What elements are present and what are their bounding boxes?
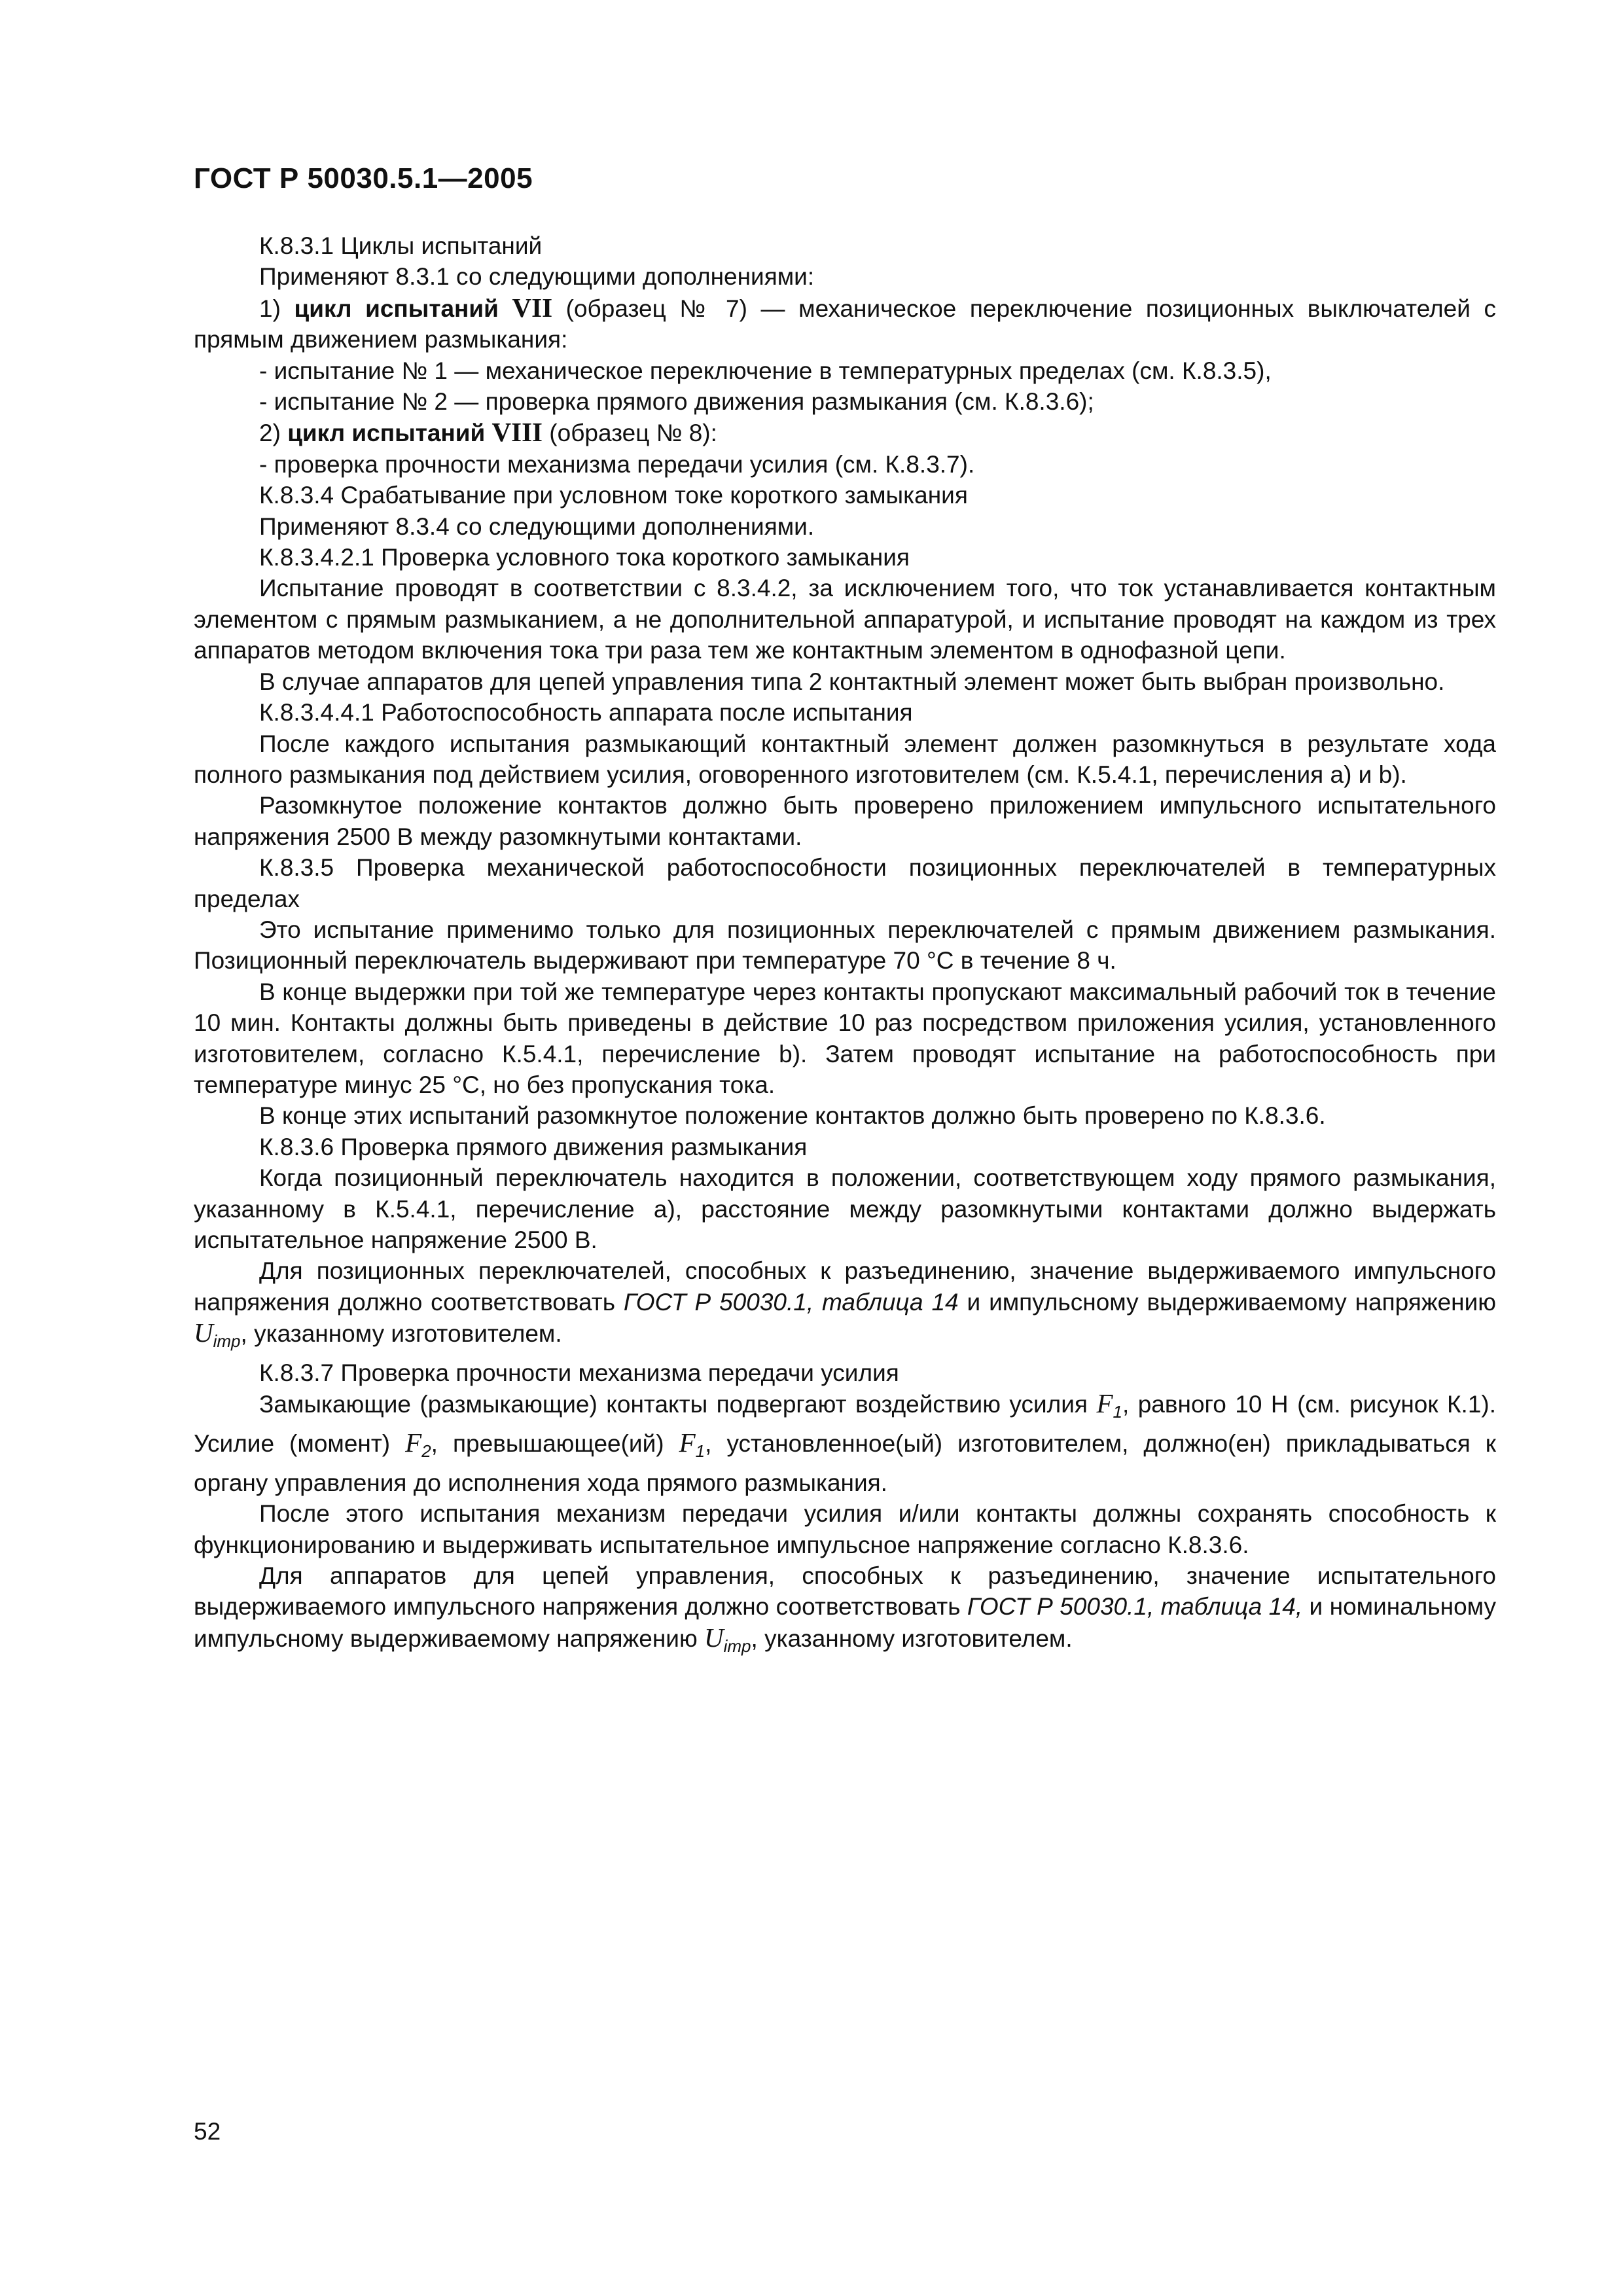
paragraph: После каждого испытания размыкающий контактный элемент должен разомкнуться в результате хода полного размыкания под действием усилия, оговоренного изготовителем (см. К.5.4.1, перечисления а) и b). <box>194 730 1496 788</box>
list-item <box>194 417 1496 448</box>
paragraph: Применяют 8.3.1 со следующими дополнениями: <box>259 263 815 291</box>
clause-heading: К.8.3.4.4.1 Работоспособность аппарата после испытания <box>259 699 913 726</box>
text-run: , превышающее(ий) <box>431 1430 679 1458</box>
paragraph: Когда позиционный переключатель находится в положении, соответствующем ходу прямого размыкания, указанному в К.5.4.1, перечисление а), расстояние между разомкнутыми контактами должно выдержать испытательное напряжение 2500 В. <box>194 1164 1496 1253</box>
paragraph <box>194 1560 1496 1662</box>
bold-term: цикл испытаний <box>287 420 492 447</box>
paragraph: Разомкнутое положение контактов должно быть проверено приложением импульсного испытательного напряжения 2500 В между разомкнутыми контактами. <box>194 792 1496 850</box>
paragraph: В случае аппаратов для цепей управления типа 2 контактный элемент может быть выбран произвольно. <box>259 668 1445 695</box>
text-run: Замыкающие (размыкающие) контакты подвергают воздействию усилия <box>259 1391 1097 1418</box>
paragraph: Применяют 8.3.4 со следующими дополнениями. <box>259 512 815 540</box>
text-run: и номинальному импульсному выдерживаемому напряжению <box>194 1593 1497 1652</box>
symbol-subscript: 2 <box>421 1441 431 1462</box>
paragraph: Испытание проводят в соответствии с 8.3.4.2, за исключением того, что ток устанавливается контактным элементом с прямым размыканием, а не дополнительной аппаратурой, и испытание проводят на каждом из трех аппаратов методом включения тока три раза тем же контактным элементом в однофазной цепи. <box>194 575 1496 664</box>
document-body <box>194 230 1496 1662</box>
paragraph: Это испытание применимо только для позиционных переключателей с прямым движением размыкания. Позиционный переключатель выдерживают при температуре 70 °С в течение 8 ч. <box>194 916 1496 975</box>
list-text: (образец № 8): <box>543 420 717 447</box>
paragraph <box>194 1255 1496 1357</box>
text-run: Для позиционных переключателей, способных к разъединению, значение выдерживаемого импульсного напряжения должно соответствовать <box>194 1257 1496 1316</box>
standard-reference: ГОСТ Р 50030.1, таблица 14 <box>623 1288 959 1316</box>
document-header: ГОСТ Р 50030.5.1—2005 <box>194 162 533 194</box>
text-run: Для аппаратов для цепей управления, способных к разъединению, значение испытательного выдерживаемого импульсного напряжения должно соответствовать <box>194 1562 1496 1621</box>
symbol: F <box>1096 1388 1113 1419</box>
text-run: , указанному изготовителем. <box>240 1320 562 1348</box>
dash-item: - испытание № 2 — проверка прямого движения размыкания (см. К.8.3.6); <box>259 388 1094 416</box>
clause-heading: К.8.3.7 Проверка прочности механизма передачи усилия <box>259 1359 899 1386</box>
dash-item: - проверка прочности механизма передачи усилия (см. К.8.3.7). <box>259 450 975 478</box>
symbol-subscript: imp <box>213 1331 241 1352</box>
dash-item: - испытание № 1 — механическое переключение в температурных пределах (см. К.8.3.5), <box>259 357 1272 384</box>
clause-heading: К.8.3.5 Проверка механической работоспособности позиционных переключателей в температурных пределах <box>194 854 1496 912</box>
clause-heading: К.8.3.4 Срабатывание при условном токе короткого замыкания <box>259 482 968 509</box>
text-run: и импульсному выдерживаемому напряжению <box>958 1288 1497 1316</box>
clause-heading: К.8.3.6 Проверка прямого движения размыкания <box>259 1133 808 1160</box>
list-number: 2) <box>259 420 288 447</box>
symbol: U <box>704 1622 724 1653</box>
paragraph <box>194 1388 1496 1498</box>
roman-numeral: VII <box>512 292 553 323</box>
paragraph: После этого испытания механизм передачи усилия и/или контакты должны сохранять способность к функционированию и выдерживать испытательное импульсное напряжение согласно К.8.3.6. <box>194 1500 1496 1558</box>
paragraph: В конце выдержки при той же температуре через контакты пропускают максимальный рабочий ток в течение 10 мин. Контакты должны быть приведены в действие 10 раз посредством приложения усилия, установленного изготовителем, согласно К.5.4.1, перечисление b). Затем проводят испытание на работоспособность при температуре минус 25 °С, но без пропускания тока. <box>194 978 1496 1098</box>
page-number: 52 <box>194 2118 221 2145</box>
symbol: F <box>679 1427 696 1458</box>
list-item <box>194 293 1496 355</box>
clause-heading: К.8.3.1 Циклы испытаний <box>259 232 543 259</box>
symbol: F <box>405 1427 422 1458</box>
paragraph: В конце этих испытаний разомкнутое положение контактов должно быть проверено по К.8.3.6. <box>259 1102 1326 1130</box>
roman-numeral: VIII <box>491 417 543 448</box>
list-text: (образец № 7) — механическое переключение позиционных выключателей с прямым движением размыкания: <box>194 295 1496 353</box>
symbol-subscript: 1 <box>695 1441 705 1462</box>
symbol: U <box>194 1318 213 1348</box>
bold-term: цикл испытаний <box>294 295 512 322</box>
clause-heading: К.8.3.4.2.1 Проверка условного тока короткого замыкания <box>259 544 910 571</box>
standard-reference: ГОСТ Р 50030.1, таблица 14, <box>967 1593 1303 1621</box>
symbol-subscript: 1 <box>1113 1402 1122 1422</box>
text-run: , указанному изготовителем. <box>751 1624 1073 1652</box>
text-run: , установленное(ый) изготовителем, должно(ен) прикладываться к органу управления до исполнения хода прямого размыкания. <box>194 1430 1496 1496</box>
text-run: , равного 10 Н (см. рисунок К.1). Усилие (момент) <box>194 1391 1496 1458</box>
list-number: 1) <box>259 295 294 322</box>
symbol-subscript: imp <box>723 1636 751 1656</box>
